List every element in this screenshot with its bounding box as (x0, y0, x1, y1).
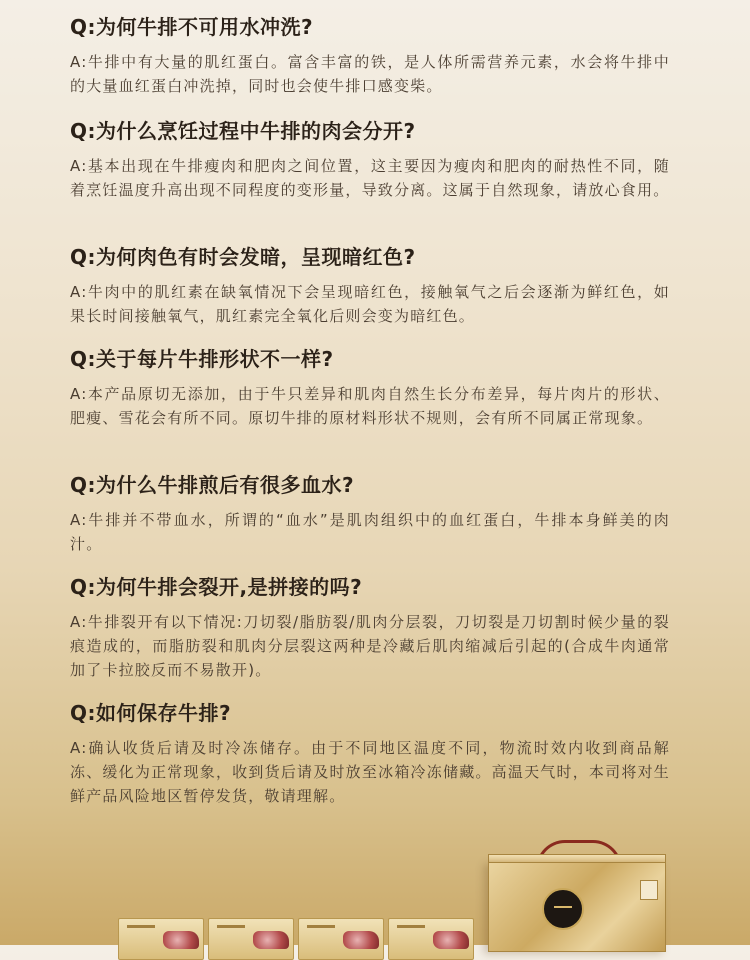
faq-question: Q:为何牛排不可用水冲洗? (70, 15, 314, 39)
gift-box-tag (640, 880, 658, 900)
faq-item (70, 118, 670, 202)
faq-question: Q:为什么烹饪过程中牛排的肉会分开? (70, 119, 416, 143)
faq-answer: A:确认收货后请及时冷冻储存。由于不同地区温度不同，物流时效内收到商品解冻、缓化为正常现象，收到货后请及时放至冰箱冷冻储藏。高温天气时，本司将对生鲜产品风险地区暂停发货，敬请理解。 (70, 739, 670, 805)
faq-answer: A:牛排裂开有以下情况:刀切裂/脂肪裂/肌肉分层裂，刀切裂是刀切割时候少量的裂痕造成的，而脂肪裂和肌肉分层裂这两种是冷藏后肌肉缩减后引起的(合成牛肉通常加了卡拉胶反而不易散开)。 (70, 613, 670, 679)
faq-question: Q:为什么牛排煎后有很多血水? (70, 473, 355, 497)
product-image (0, 840, 750, 945)
faq-answer: A:本产品原切无添加，由于牛只差异和肌肉自然生长分布差异，每片肉片的形状、肥瘦、雪花会有所不同。原切牛排的原材料形状不规则，会有所不同属正常现象。 (70, 385, 670, 427)
faq-item (70, 14, 670, 98)
gift-box-emblem (542, 888, 584, 930)
faq-answer: A:牛排中有大量的肌红蛋白。富含丰富的铁，是人体所需营养元素，水会将牛排中的大量血红蛋白冲洗掉，同时也会使牛排口感变柴。 (70, 53, 670, 95)
faq-question: Q:关于每片牛排形状不一样? (70, 347, 334, 371)
faq-item (70, 346, 670, 430)
faq-item (70, 700, 670, 808)
faq-answer: A:基本出现在牛排瘦肉和肥肉之间位置，这主要因为瘦肉和肥肉的耐热性不同，随着烹饪温度升高出现不同程度的变形量，导致分离。这属于自然现象，请放心食用。 (70, 157, 670, 199)
faq-question: Q:为何牛排会裂开,是拼接的吗? (70, 575, 363, 599)
faq-item (70, 472, 670, 556)
faq-question: Q:如何保存牛排? (70, 701, 232, 725)
steak-tray (298, 918, 384, 960)
steak-tray (388, 918, 474, 960)
faq-answer: A:牛肉中的肌红素在缺氧情况下会呈现暗红色，接触氧气之后会逐渐为鲜红色，如果长时间接触氧气，肌红素完全氧化后则会变为暗红色。 (70, 283, 670, 325)
faq-answer: A:牛排并不带血水，所谓的“血水”是肌肉组织中的血红蛋白，牛排本身鲜美的肉汁。 (70, 511, 670, 553)
steak-tray (208, 918, 294, 960)
faq-question: Q:为何肉色有时会发暗，呈现暗红色? (70, 245, 416, 269)
steak-tray (118, 918, 204, 960)
faq-item (70, 574, 670, 682)
faq-item (70, 244, 670, 328)
